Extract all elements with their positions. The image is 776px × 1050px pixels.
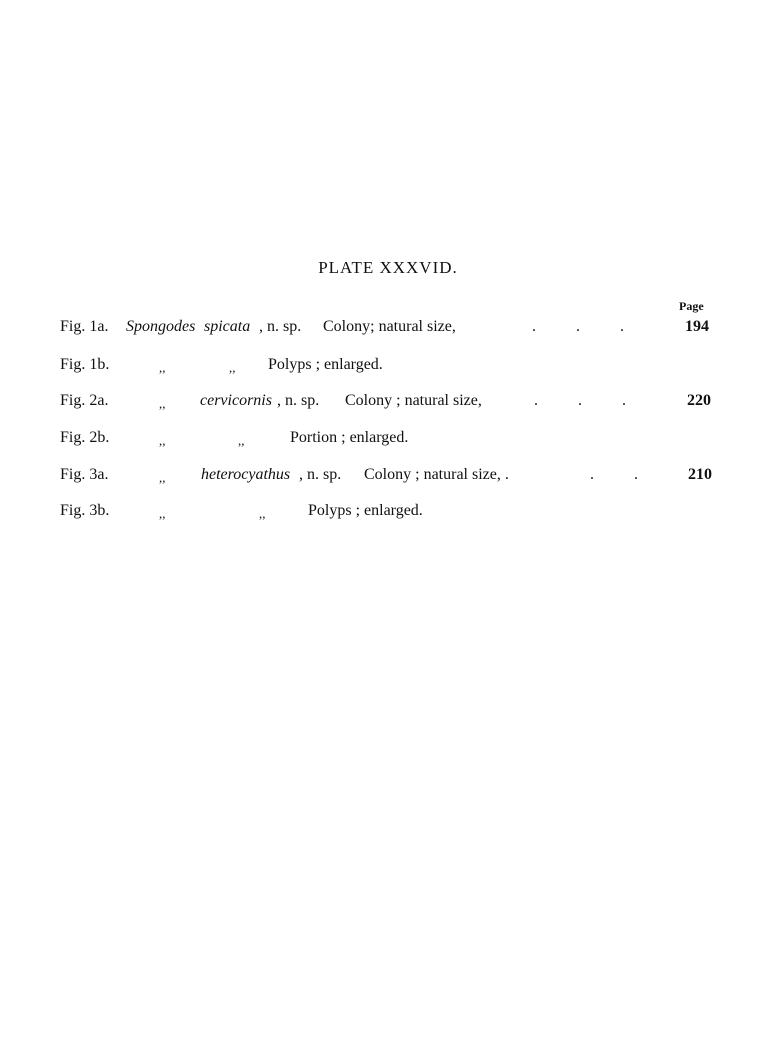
new-species-mark: , n. sp. [299, 466, 342, 483]
page-number: 210 [688, 466, 712, 483]
figure-description: Colony ; natural size, [345, 392, 482, 409]
figure-description: Polyps ; enlarged. [268, 356, 383, 373]
new-species-mark: , n. sp. [259, 318, 302, 335]
ditto-mark: ,, [159, 396, 166, 411]
figure-label: Fig. 2b. [60, 429, 110, 446]
figure-label: Fig. 1b. [60, 356, 110, 373]
ditto-mark: ,, [159, 433, 166, 448]
figure-label: Fig. 2a. [60, 392, 109, 409]
dot-leader: . . [590, 466, 656, 483]
ditto-mark: ,, [159, 360, 166, 375]
dot-leader: . . . [534, 392, 644, 409]
figure-description: Polyps ; enlarged. [308, 502, 423, 519]
figure-label: Fig. 3b. [60, 502, 110, 519]
ditto-mark: ,, [259, 506, 266, 521]
page-number: 194 [685, 318, 709, 335]
figure-row-1b [0, 356, 776, 380]
figure-row-2a [0, 392, 776, 416]
page-column-header: Page [679, 299, 704, 313]
plate-title: PLATE XXXVID. [318, 258, 458, 277]
figure-label: Fig. 1a. [60, 318, 109, 335]
figure-description: Colony; natural size, [323, 318, 456, 335]
page-number: 220 [687, 392, 711, 409]
figure-row-3b [0, 502, 776, 526]
species-name: spicata [204, 318, 251, 335]
genus-name: Spongodes [126, 318, 196, 335]
figure-row-1a [0, 318, 776, 342]
species-name: cervicornis [200, 392, 272, 409]
ditto-mark: ,, [229, 360, 236, 375]
new-species-mark: , n. sp. [277, 392, 320, 409]
dot-leader: . . . [532, 318, 642, 335]
ditto-mark: ,, [159, 470, 166, 485]
figure-description: Portion ; enlarged. [290, 429, 409, 446]
figure-label: Fig. 3a. [60, 466, 109, 483]
figure-row-3a [0, 466, 776, 490]
ditto-mark: ,, [159, 506, 166, 521]
ditto-mark: ,, [238, 433, 245, 448]
figure-row-2b [0, 429, 776, 453]
figure-description: Colony ; natural size, . [364, 466, 509, 483]
species-name: heterocyathus [201, 466, 291, 483]
